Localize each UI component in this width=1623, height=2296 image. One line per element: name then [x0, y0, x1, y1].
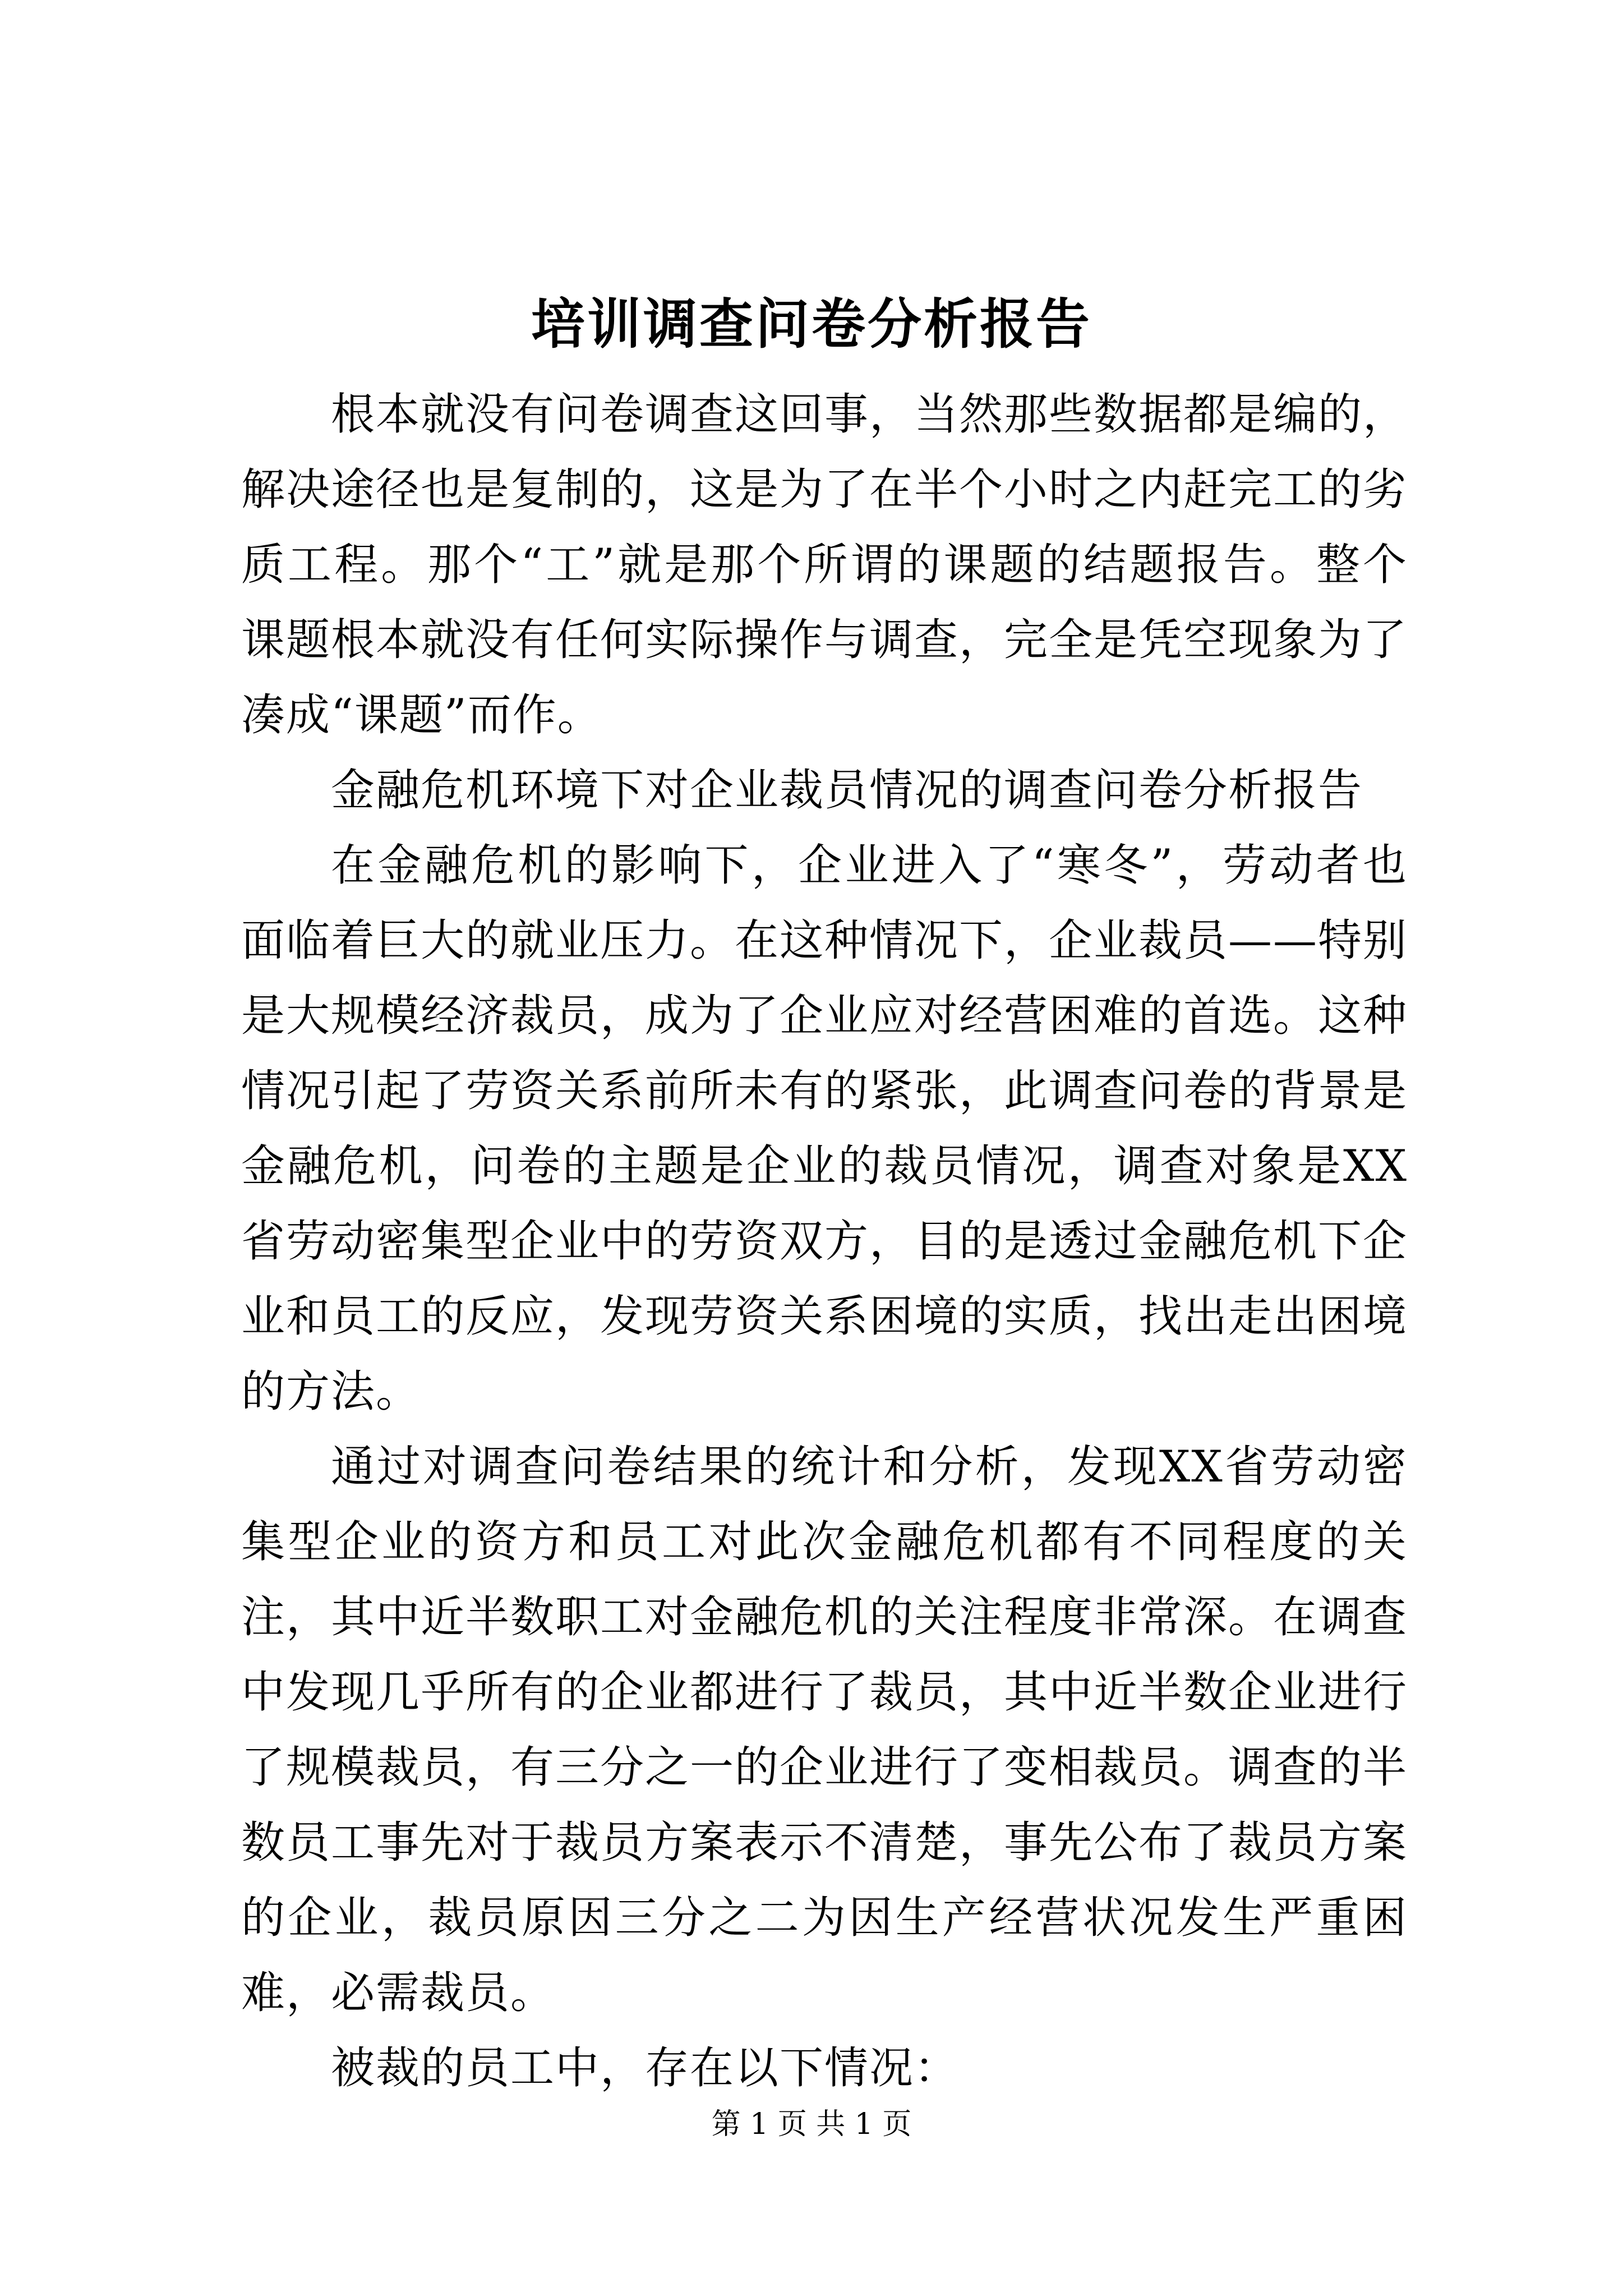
paragraph-laid-off-intro: 被裁的员工中，存在以下情况：: [331, 2043, 960, 2093]
paragraph-disclaimer: 根本就没有问卷调查这回事，当然那些数据都是编的，解决途径也是复制的，这是为了在半个小时之内赶完工的劣质工程。那个“工”就是那个所谓的课题的结题报告。整个课题根本就没有任何实际操作与调查，完全是凭空现象为了凑成“课题”而作。: [241, 389, 1408, 740]
paragraph-subtitle: 金融危机环境下对企业裁员情况的调查问卷分析报告: [331, 765, 1363, 816]
paragraph-findings: 通过对调查问卷结果的统计和分析，发现XX省劳动密集型企业的资方和员工对此次金融危机都有不同程度的关注，其中近半数职工对金融危机的关注程度非常深。在调查中发现几乎所有的企业都进行了裁员，其中近半数企业进行了规模裁员，有三分之一的企业进行了变相裁员。调查的半数员工事先对于裁员方案表示不清楚，事先公布了裁员方案的企业，裁员原因三分之二为因生产经营状况发生严重困难，必需裁员。: [241, 1442, 1408, 2018]
page-number: 第 1 页 共 1 页: [711, 2108, 912, 2141]
paragraph-background: 在金融危机的影响下，企业进入了“寒冬”，劳动者也面临着巨大的就业压力。在这种情况下，企业裁员——特别是大规模经济裁员，成为了企业应对经营困难的首选。这种情况引起了劳资关系前所未有的紧张，此调查问卷的背景是金融危机，问卷的主题是企业的裁员情况，调查对象是XX省劳动密集型企业中的劳资双方，目的是透过金融危机下企业和员工的反应，发现劳资关系困境的实质，找出走出困境的方法。: [241, 840, 1408, 1417]
document-title: 培训调查问卷分析报告: [531, 292, 1092, 356]
document-body: [241, 377, 1408, 2106]
